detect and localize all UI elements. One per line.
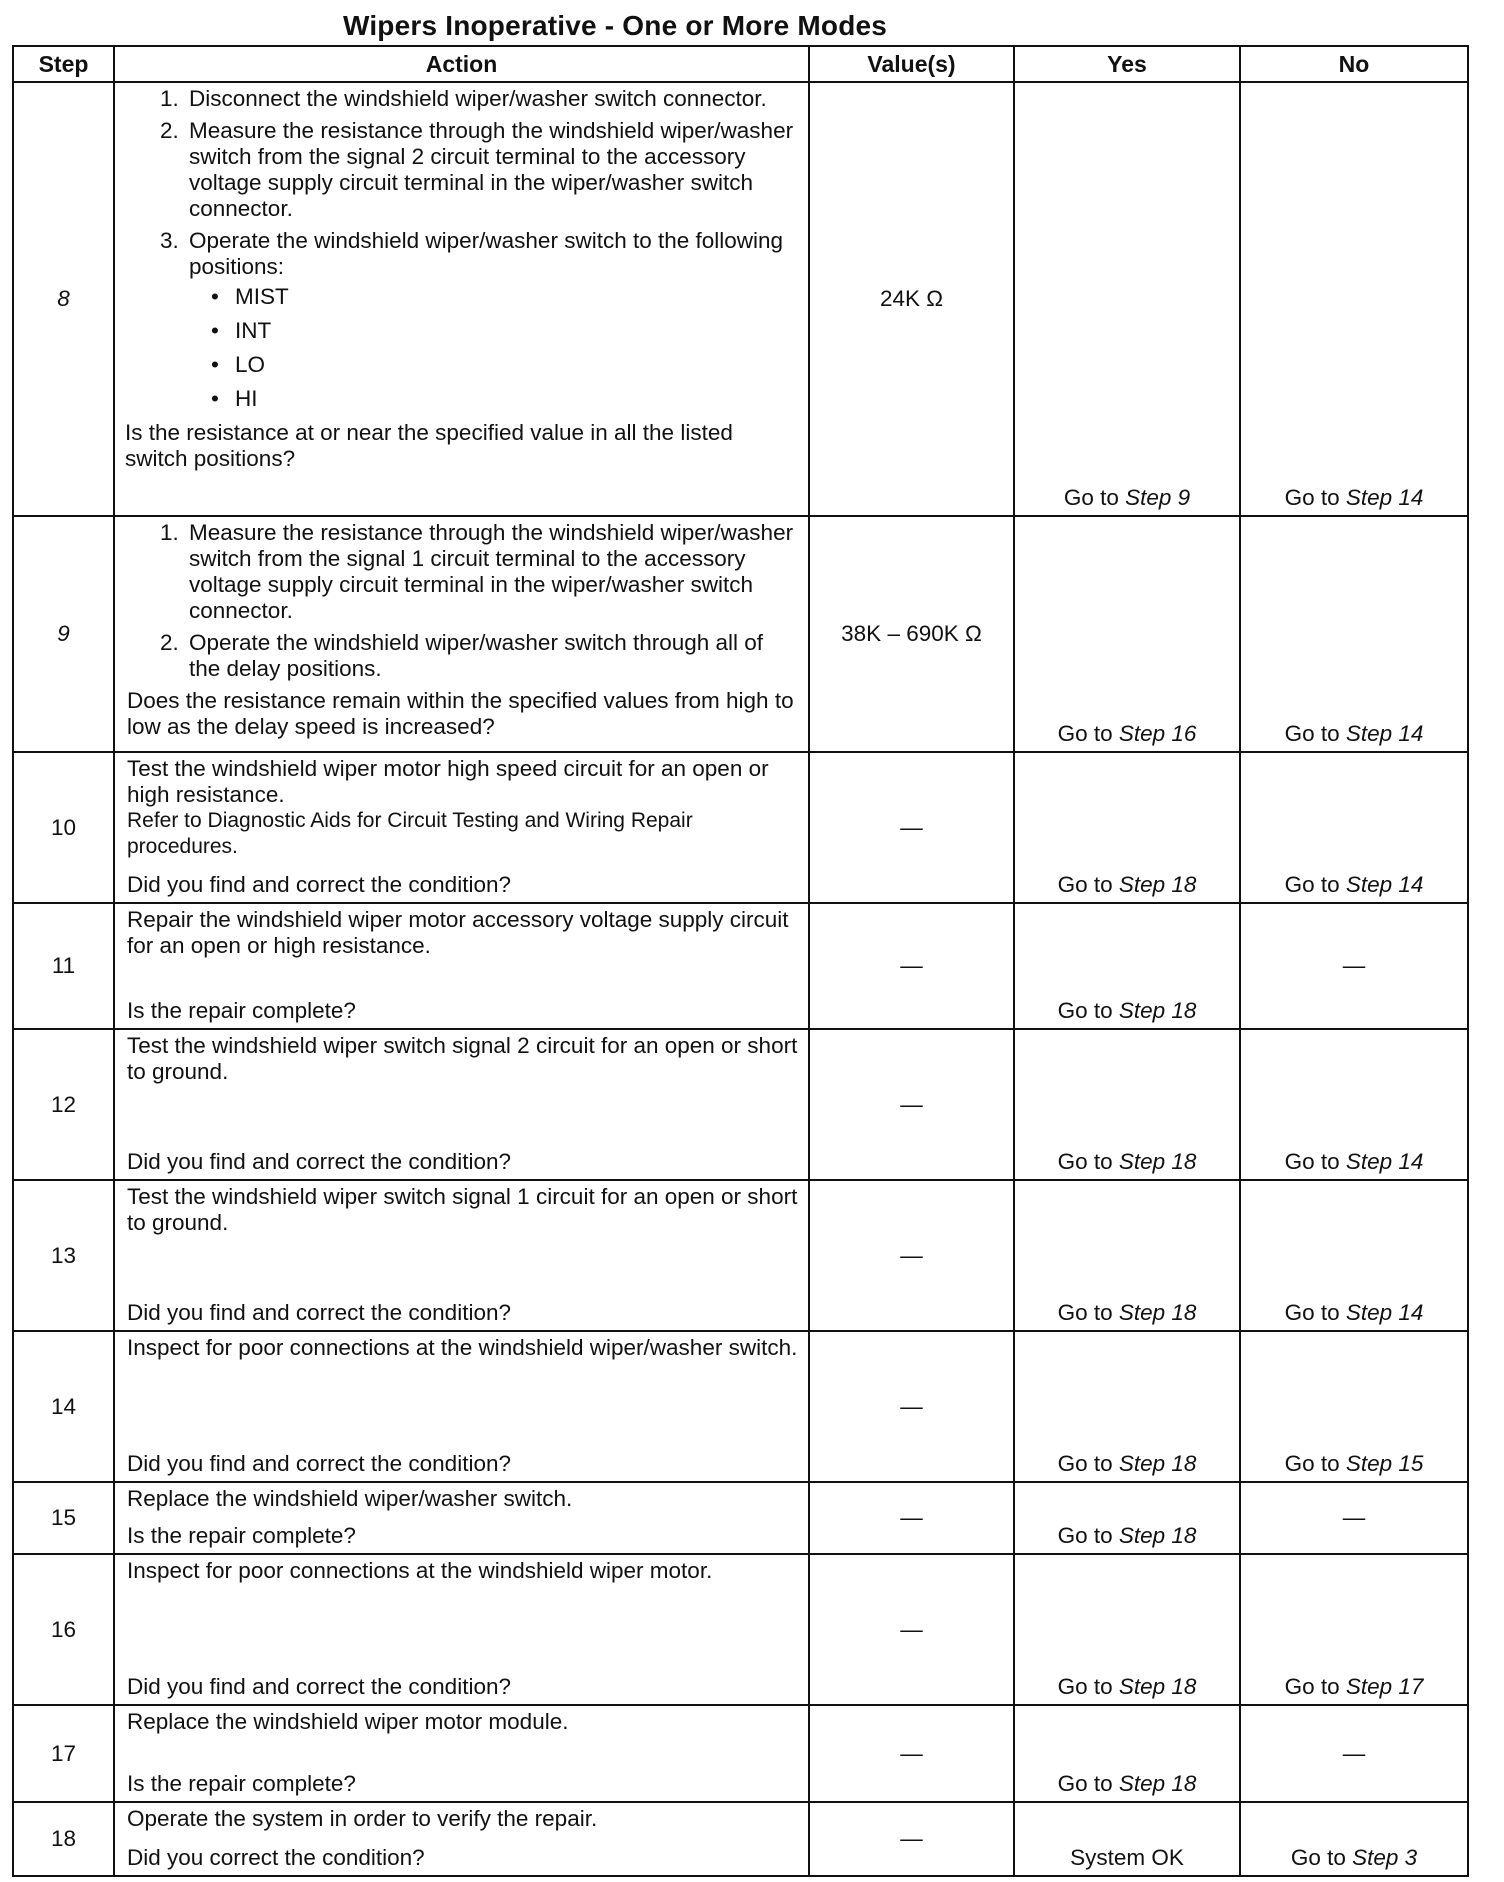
yes-prefix: Go to [1057, 1300, 1119, 1325]
no-cell: — [1240, 1705, 1468, 1802]
yes-cell [1014, 903, 1240, 1029]
no-cell [1240, 1180, 1468, 1331]
table-row [13, 1554, 1468, 1705]
yes-cell [1014, 516, 1240, 752]
no-cell: — [1240, 1482, 1468, 1554]
no-prefix: Go to [1284, 485, 1346, 510]
no-prefix: Go to [1284, 1674, 1346, 1699]
action-steps [127, 520, 800, 682]
action-content [127, 1486, 800, 1549]
action-step: 2. Operate the windshield wiper/washer switch through all of the delay positions. [185, 630, 800, 682]
action-cell [114, 1554, 809, 1705]
value-cell: — [809, 1180, 1014, 1331]
action-question: Did you correct the condition? [127, 1845, 425, 1870]
table-row [13, 752, 1468, 903]
no-cell [1240, 82, 1468, 516]
action-cell [114, 903, 809, 1029]
header-step: Step [13, 46, 114, 82]
yes-step-ref: Step 18 [1118, 1451, 1197, 1476]
switch-position: • LO [231, 352, 800, 378]
yes-step-ref: Step 16 [1118, 721, 1197, 746]
action-question: Is the repair complete? [127, 1523, 356, 1548]
action-cell [114, 1802, 809, 1876]
value-cell: — [809, 1802, 1014, 1876]
action-step: 1. Measure the resistance through the windshield wiper/washer switch from the signal 1 circuit terminal to the accessory voltage supply circuit terminal in the wiper/washer switch connector. [185, 520, 800, 624]
action-content [127, 1033, 800, 1175]
value-cell: — [809, 1705, 1014, 1802]
table-row [13, 1482, 1468, 1554]
value-cell: — [809, 903, 1014, 1029]
step-number: 8 [13, 82, 114, 516]
yes-step-ref: Step 18 [1118, 1674, 1197, 1699]
no-prefix: Go to [1284, 1300, 1346, 1325]
action-cell [114, 1482, 809, 1554]
table-row [13, 1705, 1468, 1802]
action-step: 2. Measure the resistance through the windshield wiper/washer switch from the signal 2 circuit terminal to the accessory voltage supply circuit terminal in the wiper/washer switch connector. [185, 118, 800, 222]
yes-step-ref: Step 18 [1118, 1149, 1197, 1174]
page-title: Wipers Inoperative - One or More Modes [342, 10, 888, 41]
action-reference-text: Refer to Diagnostic Aids for Circuit Testing and Wiring Repair procedures. [127, 809, 693, 858]
yes-prefix: Go to [1057, 1523, 1119, 1548]
yes-cell [1014, 82, 1240, 516]
action-cell [114, 516, 809, 752]
action-text: Operate the system in order to verify the repair. [127, 1806, 598, 1831]
no-cell [1240, 1802, 1468, 1876]
no-step-ref: Step 14 [1345, 485, 1424, 510]
action-step: 1. Disconnect the windshield wiper/washer switch connector. [185, 86, 800, 112]
action-text-block [127, 756, 800, 860]
yes-cell: System OK [1014, 1802, 1240, 1876]
switch-position: • HI [231, 386, 800, 412]
action-text: Repair the windshield wiper motor accessory voltage supply circuit for an open or high resistance. [127, 907, 789, 958]
step-number: 11 [13, 903, 114, 1029]
action-text: Test the windshield wiper switch signal 1 circuit for an open or short to ground. [127, 1184, 798, 1235]
action-question: Does the resistance remain within the specified values from high to low as the delay speed is increased? [127, 688, 794, 739]
action-question: Did you find and correct the condition? [127, 1149, 511, 1174]
no-step-ref: Step 14 [1345, 721, 1424, 746]
action-content [127, 907, 800, 1024]
no-step-ref: Step 17 [1345, 1674, 1424, 1699]
value-cell: — [809, 1029, 1014, 1180]
action-content [127, 1806, 800, 1871]
step-number: 14 [13, 1331, 114, 1482]
action-step-text: Operate the windshield wiper/washer switch to the following positions: [189, 228, 784, 279]
action-question: Did you find and correct the condition? [127, 1300, 511, 1325]
switch-positions [189, 284, 800, 412]
no-step-ref: Step 15 [1345, 1451, 1424, 1476]
yes-prefix: Go to [1057, 998, 1119, 1023]
yes-prefix: Go to [1057, 721, 1119, 746]
no-prefix: Go to [1284, 1451, 1346, 1476]
no-cell [1240, 516, 1468, 752]
header-no: No [1240, 46, 1468, 82]
table-row [13, 1802, 1468, 1876]
step-number: 17 [13, 1705, 114, 1802]
no-prefix: Go to [1284, 1149, 1346, 1174]
action-cell [114, 1705, 809, 1802]
no-cell [1240, 1029, 1468, 1180]
table-row [13, 903, 1468, 1029]
yes-prefix: Go to [1057, 1149, 1119, 1174]
switch-position: • MIST [231, 284, 800, 310]
action-cell [114, 752, 809, 903]
action-question: Did you find and correct the condition? [127, 1451, 511, 1476]
yes-prefix: Go to [1063, 485, 1126, 510]
header-value: Value(s) [809, 46, 1014, 82]
yes-prefix: Go to [1057, 1771, 1119, 1796]
no-cell: — [1240, 903, 1468, 1029]
no-cell [1240, 752, 1468, 903]
value-cell: 38K – 690K Ω [809, 516, 1014, 752]
no-prefix: Go to [1290, 1845, 1353, 1870]
header-action: Action [114, 46, 809, 82]
table-row [13, 1029, 1468, 1180]
action-question: Is the resistance at or near the specified value in all the listed switch positions? [125, 420, 733, 471]
action-content [127, 1184, 800, 1326]
yes-prefix: Go to [1057, 872, 1119, 897]
action-cell [114, 1180, 809, 1331]
yes-step-ref: Step 18 [1118, 872, 1197, 897]
no-step-ref: Step 14 [1345, 1149, 1424, 1174]
yes-cell [1014, 1705, 1240, 1802]
yes-cell [1014, 1554, 1240, 1705]
yes-cell [1014, 1482, 1240, 1554]
yes-step-ref: Step 18 [1118, 1771, 1197, 1796]
step-number: 12 [13, 1029, 114, 1180]
table-row [13, 516, 1468, 752]
yes-prefix: Go to [1057, 1674, 1119, 1699]
yes-step-ref: Step 18 [1118, 998, 1197, 1023]
action-text: Inspect for poor connections at the windshield wiper/washer switch. [127, 1335, 798, 1360]
action-cell [114, 1331, 809, 1482]
table-row [13, 1180, 1468, 1331]
table-row [13, 82, 1468, 516]
value-cell: — [809, 1331, 1014, 1482]
yes-cell [1014, 1180, 1240, 1331]
yes-step-ref: Step 18 [1118, 1300, 1197, 1325]
no-cell [1240, 1554, 1468, 1705]
no-prefix: Go to [1284, 872, 1346, 897]
action-cell [114, 82, 809, 516]
yes-step-ref: Step 18 [1118, 1523, 1197, 1548]
no-step-ref: Step 14 [1345, 1300, 1424, 1325]
no-prefix: Go to [1284, 721, 1346, 746]
action-cell [114, 1029, 809, 1180]
action-text: Test the windshield wiper motor high speed circuit for an open or high resistance. [127, 756, 769, 807]
no-cell [1240, 1331, 1468, 1482]
step-number: 13 [13, 1180, 114, 1331]
action-content [127, 1558, 800, 1700]
no-step-ref: Step 3 [1352, 1845, 1418, 1870]
table-row [13, 1331, 1468, 1482]
switch-position: • INT [231, 318, 800, 344]
action-question: Is the repair complete? [127, 998, 356, 1023]
step-number: 16 [13, 1554, 114, 1705]
action-text: Replace the windshield wiper motor module. [127, 1709, 569, 1734]
yes-prefix: Go to [1057, 1451, 1119, 1476]
value-cell: — [809, 1554, 1014, 1705]
yes-cell [1014, 1331, 1240, 1482]
action-steps [127, 86, 800, 412]
step-number: 10 [13, 752, 114, 903]
header-row [13, 46, 1468, 82]
action-text: Test the windshield wiper switch signal 2 circuit for an open or short to ground. [127, 1033, 798, 1084]
action-text: Inspect for poor connections at the windshield wiper motor. [127, 1558, 713, 1583]
step-number: 9 [13, 516, 114, 752]
diagnostic-table [12, 45, 1469, 1877]
action-step [185, 228, 800, 412]
yes-cell [1014, 1029, 1240, 1180]
header-yes: Yes [1014, 46, 1240, 82]
step-number: 15 [13, 1482, 114, 1554]
no-step-ref: Step 14 [1345, 872, 1424, 897]
value-cell: — [809, 1482, 1014, 1554]
action-content [127, 1709, 800, 1797]
yes-step-ref: Step 9 [1125, 485, 1191, 510]
value-cell: — [809, 752, 1014, 903]
step-number: 18 [13, 1802, 114, 1876]
action-content [127, 756, 800, 898]
action-content [127, 1335, 800, 1477]
action-question: Is the repair complete? [127, 1771, 356, 1796]
action-text: Replace the windshield wiper/washer switch. [127, 1486, 573, 1511]
action-question: Did you find and correct the condition? [127, 872, 511, 897]
action-question: Did you find and correct the condition? [127, 1674, 511, 1699]
yes-cell [1014, 752, 1240, 903]
value-cell: 24K Ω [809, 82, 1014, 516]
